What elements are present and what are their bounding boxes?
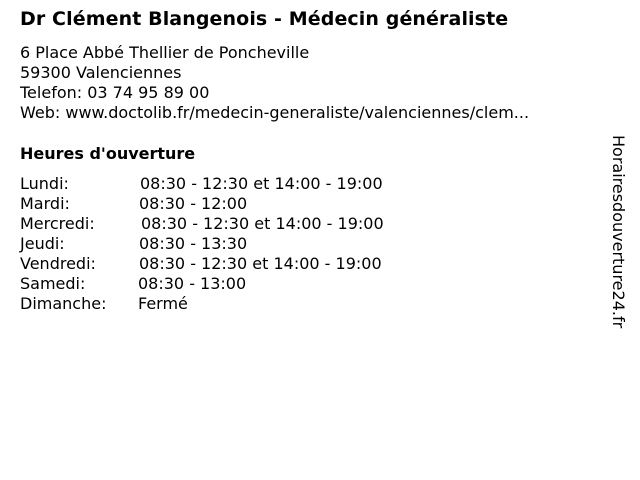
hours-value: 08:30 - 12:30 et 14:00 - 19:00	[139, 254, 382, 273]
hours-value: Fermé	[138, 294, 188, 313]
day-label: Dimanche:	[20, 294, 107, 313]
city-address: 59300 Valenciennes	[20, 63, 182, 82]
day-label: Lundi:	[20, 174, 69, 193]
day-label: Jeudi:	[20, 234, 65, 253]
day-label: Mercredi:	[20, 214, 95, 233]
day-label: Samedi:	[20, 274, 86, 293]
hours-value: 08:30 - 12:30 et 14:00 - 19:00	[141, 214, 384, 233]
hours-value: 08:30 - 12:00	[139, 194, 248, 213]
phone-number: Telefon: 03 74 95 89 00	[20, 83, 210, 102]
address-block	[20, 43, 529, 123]
hours-value: 08:30 - 13:00	[138, 274, 247, 293]
opening-hours-heading: Heures d'ouverture	[20, 144, 196, 163]
street-address: 6 Place Abbé Thellier de Poncheville	[20, 43, 310, 62]
site-watermark: Horairesdouverture24.fr	[609, 135, 628, 329]
page-title: Dr Clément Blangenois - Médecin généraliste	[20, 8, 509, 30]
hours-value: 08:30 - 12:30 et 14:00 - 19:00	[140, 174, 383, 193]
day-label: Vendredi:	[20, 254, 96, 273]
day-label: Mardi:	[20, 194, 70, 213]
website-link[interactable]: Web: www.doctolib.fr/medecin-generaliste/valenciennes/clem...	[20, 103, 530, 122]
hours-value: 08:30 - 13:30	[139, 234, 248, 253]
